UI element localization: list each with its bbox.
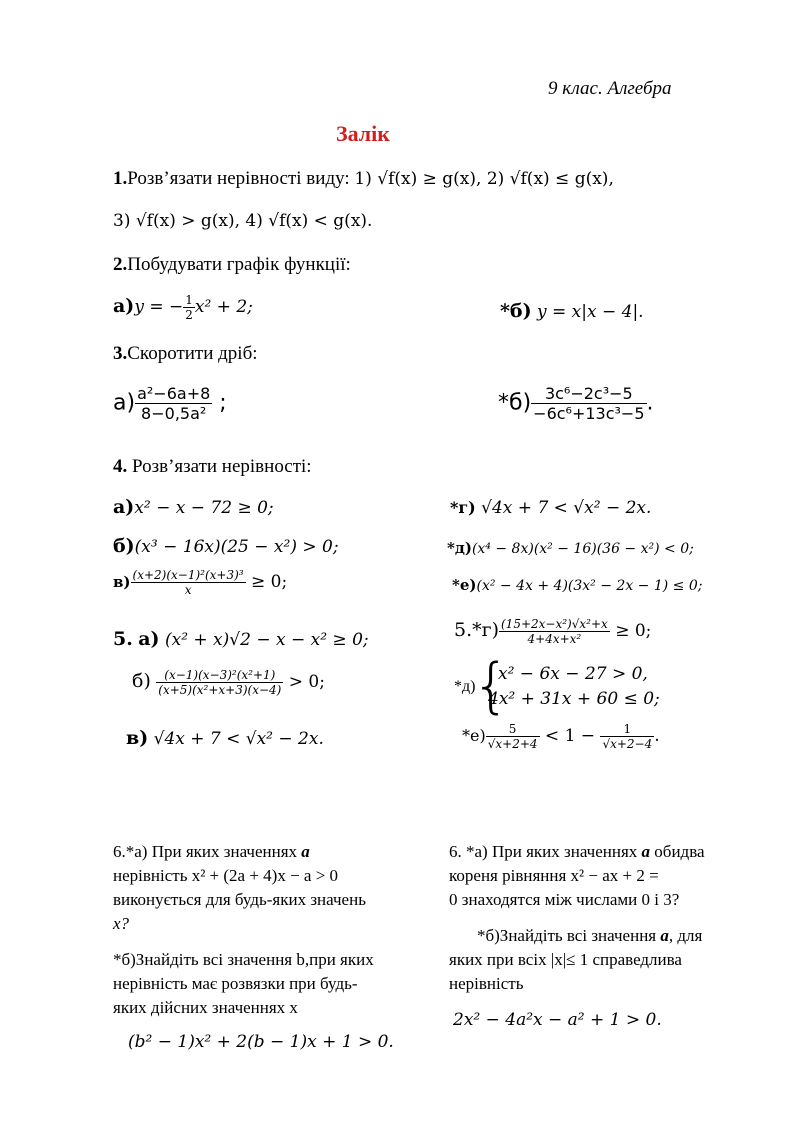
task4-b-label: б) — [113, 535, 135, 557]
task2-a-frac-den: 2 — [185, 308, 193, 322]
task4-v-den: x — [184, 583, 192, 597]
task4-d — [447, 539, 694, 557]
task6-left-a-line1 — [113, 840, 413, 864]
task4-g-label: *г) — [450, 498, 476, 517]
task4-a-label: а) — [113, 496, 135, 518]
task5-b-rest: > 0; — [288, 672, 325, 692]
task6-right-b-suffix: , для — [668, 926, 703, 945]
task4-v-num: (x+2)(x−1)²(x+3)³ — [132, 568, 244, 582]
task2-b — [500, 300, 644, 322]
task5-g-den: 4+4x+x² — [527, 632, 582, 646]
task5-g-num: (15+2x−x²)√x²+x — [501, 617, 608, 631]
task6-right-a-line3: 0 знаходятся між числами 0 і 3? — [449, 890, 680, 909]
task2-b-label: *б) — [500, 300, 532, 322]
task6-right-a-prefix: 6. *а) При яких значеннях — [449, 842, 642, 861]
class-subject-header: 9 клас. Алгебра — [548, 78, 672, 99]
task4-g — [450, 498, 651, 518]
task5-e-frac1-den: √x+2+4 — [487, 737, 538, 751]
task5-a — [113, 628, 369, 650]
task5-e-frac2-den: √x+2−4 — [602, 737, 653, 751]
task4-d-expr: (x⁴ − 8x)(x² − 16)(36 − x²) < 0; — [471, 541, 694, 557]
task3-text: Скоротити дріб: — [127, 343, 258, 364]
task2-text: Побудувати графік функції: — [127, 254, 351, 275]
task4-a-expr: x² − x − 72 ≥ 0; — [134, 498, 274, 518]
task3-b — [498, 384, 654, 423]
task5-e-mid: < 1 − — [544, 726, 596, 746]
task6-left-a-line3: виконується для будь-яких значень — [113, 890, 366, 909]
task3-b-den: −6c⁶+13c³−5 — [533, 404, 645, 423]
task3-heading — [113, 343, 258, 365]
task1-number: 1. — [113, 168, 128, 189]
task4-g-expr: √4x + 7 < √x² − 2x. — [481, 498, 652, 518]
task5-e — [462, 722, 660, 751]
task1-expr1: 1) √f(x) ≥ g(x), 2) √f(x) ≤ g(x), — [354, 169, 614, 189]
task2-b-expr: y = x|x − 4|. — [537, 302, 644, 322]
task5-d-line2: 4x² + 31x + 60 ≤ 0; — [488, 689, 660, 709]
task5-number: 5. — [113, 628, 133, 650]
task3-a-num: a²−6a+8 — [137, 384, 211, 403]
task5-e-frac2-num: 1 — [600, 722, 654, 737]
task6-right-a-var: a — [641, 842, 651, 861]
task5-v — [126, 727, 324, 749]
task6-right-b-line2: яких при всіх |x|≤ 1 справедлива — [449, 950, 682, 969]
task2-a-label: а) — [113, 295, 135, 317]
task3-b-label: *б) — [498, 390, 532, 416]
task6-right-b-expr: 2x² − 4a²x − a² + 1 > 0. — [453, 1010, 662, 1030]
task5-b-label: б) — [132, 670, 151, 692]
task5-e-end: . — [654, 726, 660, 746]
task6-left-b-line2: нерівність має розвязки при будь- — [113, 974, 358, 993]
task6-right — [449, 840, 749, 1032]
task5-d-label: *д) — [454, 678, 476, 695]
task6-left-b-line3: яких дійсних значеннях x — [113, 998, 298, 1017]
task5-a-expr: (x² + x)√2 − x − x² ≥ 0; — [164, 630, 369, 650]
task6-right-a-suffix: обидва — [650, 842, 705, 861]
task6-left-b-expr: (b² − 1)x² + 2(b − 1)x + 1 > 0. — [128, 1032, 394, 1052]
task2-a-expr-right: x² + 2; — [194, 297, 253, 317]
task5-g-rest: ≥ 0; — [615, 621, 652, 641]
task2-heading — [113, 254, 351, 276]
task6-right-b-var: a — [660, 926, 669, 945]
task1-text: Розв’язати нерівності виду: — [127, 168, 355, 189]
task4-e — [452, 576, 702, 594]
task4-v — [113, 568, 287, 597]
task1-expr2: 3) √f(x) > g(x), 4) √f(x) < g(x). — [113, 211, 373, 231]
task1-line1 — [113, 168, 614, 190]
task4-heading — [113, 456, 312, 478]
system-brace-icon: { — [472, 651, 511, 721]
task4-v-label: в) — [113, 573, 131, 591]
task6-right-b-prefix: *б)Знайдіть всі значення — [477, 926, 661, 945]
task3-a-end: ; — [219, 390, 227, 416]
task5-g — [454, 617, 651, 646]
task2-a — [113, 293, 253, 322]
task6-right-b-line3: нерівність — [449, 974, 524, 993]
task5-b — [132, 668, 325, 697]
task6-left-a-var: a — [301, 842, 310, 861]
task3-b-end: . — [646, 390, 654, 416]
task5-e-label: *е) — [462, 726, 486, 745]
task4-e-expr: (x² − 4x + 4)(3x² − 2x − 1) ≤ 0; — [476, 578, 703, 594]
task4-v-rest: ≥ 0; — [251, 572, 288, 592]
task6-left — [113, 840, 413, 1054]
page-title: Залік — [336, 121, 390, 146]
task5-b-num: (x−1)(x−3)²(x²+1) — [156, 668, 283, 683]
task2-number: 2. — [113, 254, 128, 275]
task3-b-num: 3c⁶−2c³−5 — [531, 384, 646, 404]
task4-d-label: *д) — [447, 539, 472, 557]
task3-a-den: 8−0,5a² — [141, 404, 207, 423]
task6-left-a-line2: нерівність x² + (2a + 4)x − a > 0 — [113, 866, 339, 885]
task2-a-expr-left: y = − — [134, 297, 184, 317]
task3-a — [113, 384, 227, 423]
task4-text: Розв’язати нерівності: — [127, 456, 312, 477]
task5-d-line1: x² − 6x − 27 > 0, — [498, 664, 648, 684]
task4-number: 4. — [113, 456, 128, 477]
task4-b-expr: (x³ − 16x)(25 − x²) > 0; — [134, 537, 339, 557]
task4-a — [113, 496, 274, 518]
task5-g-label: 5.*г) — [454, 619, 499, 641]
task5-e-frac1-num: 5 — [486, 722, 540, 737]
task5-a-label: а) — [138, 628, 160, 650]
task3-a-label: а) — [113, 390, 136, 416]
task5-v-expr: √4x + 7 < √x² − 2x. — [153, 729, 324, 749]
task5-b-den: (x+5)(x²+x+3)(x−4) — [158, 683, 282, 697]
task2-a-frac-num: 1 — [185, 293, 193, 307]
task6-left-b-line1: *б)Знайдіть всі значення b,при яких — [113, 950, 374, 969]
task4-b — [113, 535, 339, 557]
task5-v-label: в) — [126, 727, 149, 749]
task4-e-label: *е) — [452, 576, 477, 594]
task3-number: 3. — [113, 343, 128, 364]
task6-right-a-line2: кореня рівняння x² − ax + 2 = — [449, 866, 659, 885]
task6-left-a-prefix: 6.*а) При яких значеннях — [113, 842, 302, 861]
task6-left-a-line4: x? — [113, 914, 130, 933]
